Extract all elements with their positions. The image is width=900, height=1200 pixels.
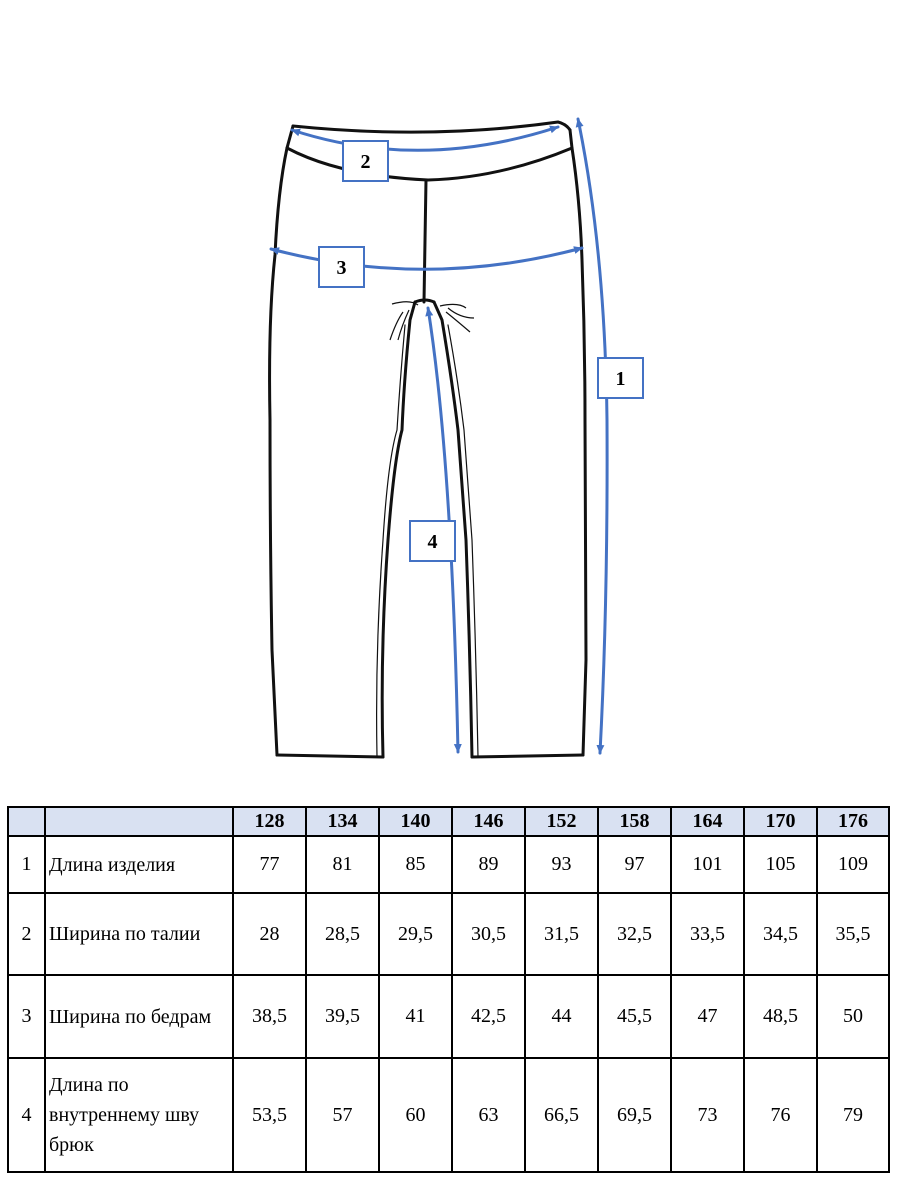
table-cell: 105 <box>744 836 817 893</box>
table-cell: 38,5 <box>233 975 306 1058</box>
marker-label-1: 1 <box>615 368 626 390</box>
table-cell: 77 <box>233 836 306 893</box>
table-cell: 93 <box>525 836 598 893</box>
marker-label-2: 2 <box>360 151 371 173</box>
table-cell: 57 <box>306 1058 379 1172</box>
table-cell: 109 <box>817 836 889 893</box>
table-cell: 39,5 <box>306 975 379 1058</box>
table-cell: 81 <box>306 836 379 893</box>
row-name: Длина изделия <box>45 836 233 893</box>
table-cell: 42,5 <box>452 975 525 1058</box>
table-cell: 63 <box>452 1058 525 1172</box>
table-cell: 60 <box>379 1058 452 1172</box>
table-cell: 31,5 <box>525 893 598 975</box>
table-cell: 30,5 <box>452 893 525 975</box>
measurement-lines <box>271 119 607 753</box>
table-cell: 50 <box>817 975 889 1058</box>
header-size-cell: 176 <box>817 807 889 836</box>
table-cell: 85 <box>379 836 452 893</box>
marker-label-4: 4 <box>427 531 438 553</box>
measure-line-length <box>578 119 607 753</box>
row-name: Ширина по бедрам <box>45 975 233 1058</box>
header-size-cell: 158 <box>598 807 671 836</box>
header-size-cell: 164 <box>671 807 744 836</box>
row-number: 1 <box>8 836 45 893</box>
table-cell: 53,5 <box>233 1058 306 1172</box>
table-cell: 35,5 <box>817 893 889 975</box>
table-cell: 69,5 <box>598 1058 671 1172</box>
table-cell: 32,5 <box>598 893 671 975</box>
table-cell: 28,5 <box>306 893 379 975</box>
table-row <box>8 1058 889 1172</box>
table-cell: 79 <box>817 1058 889 1172</box>
row-number: 2 <box>8 893 45 975</box>
table-cell: 101 <box>671 836 744 893</box>
table-cell: 89 <box>452 836 525 893</box>
table-row <box>8 975 889 1058</box>
header-size-cell: 134 <box>306 807 379 836</box>
header-size-cell: 146 <box>452 807 525 836</box>
table-cell: 48,5 <box>744 975 817 1058</box>
table-cell: 33,5 <box>671 893 744 975</box>
header-size-cell: 140 <box>379 807 452 836</box>
table-row <box>8 893 889 975</box>
header-empty-cell <box>8 807 45 836</box>
row-number: 4 <box>8 1058 45 1172</box>
header-size-cell: 170 <box>744 807 817 836</box>
row-name: Длина по внутреннему шву брюк <box>45 1058 233 1172</box>
table-cell: 73 <box>671 1058 744 1172</box>
row-number: 3 <box>8 975 45 1058</box>
table-cell: 29,5 <box>379 893 452 975</box>
table-cell: 41 <box>379 975 452 1058</box>
measure-line-hips <box>271 248 582 269</box>
size-chart-table <box>7 806 890 1173</box>
table-cell: 45,5 <box>598 975 671 1058</box>
header-empty-cell <box>45 807 233 836</box>
table-cell: 34,5 <box>744 893 817 975</box>
table-cell: 97 <box>598 836 671 893</box>
table-cell: 76 <box>744 1058 817 1172</box>
table-header-row <box>8 807 889 836</box>
table-row <box>8 836 889 893</box>
marker-label-3: 3 <box>336 257 347 279</box>
table-cell: 66,5 <box>525 1058 598 1172</box>
table-cell: 44 <box>525 975 598 1058</box>
row-name: Ширина по талии <box>45 893 233 975</box>
pants-outline <box>270 122 586 757</box>
table-cell: 47 <box>671 975 744 1058</box>
table-cell: 28 <box>233 893 306 975</box>
header-size-cell: 152 <box>525 807 598 836</box>
header-size-cell: 128 <box>233 807 306 836</box>
